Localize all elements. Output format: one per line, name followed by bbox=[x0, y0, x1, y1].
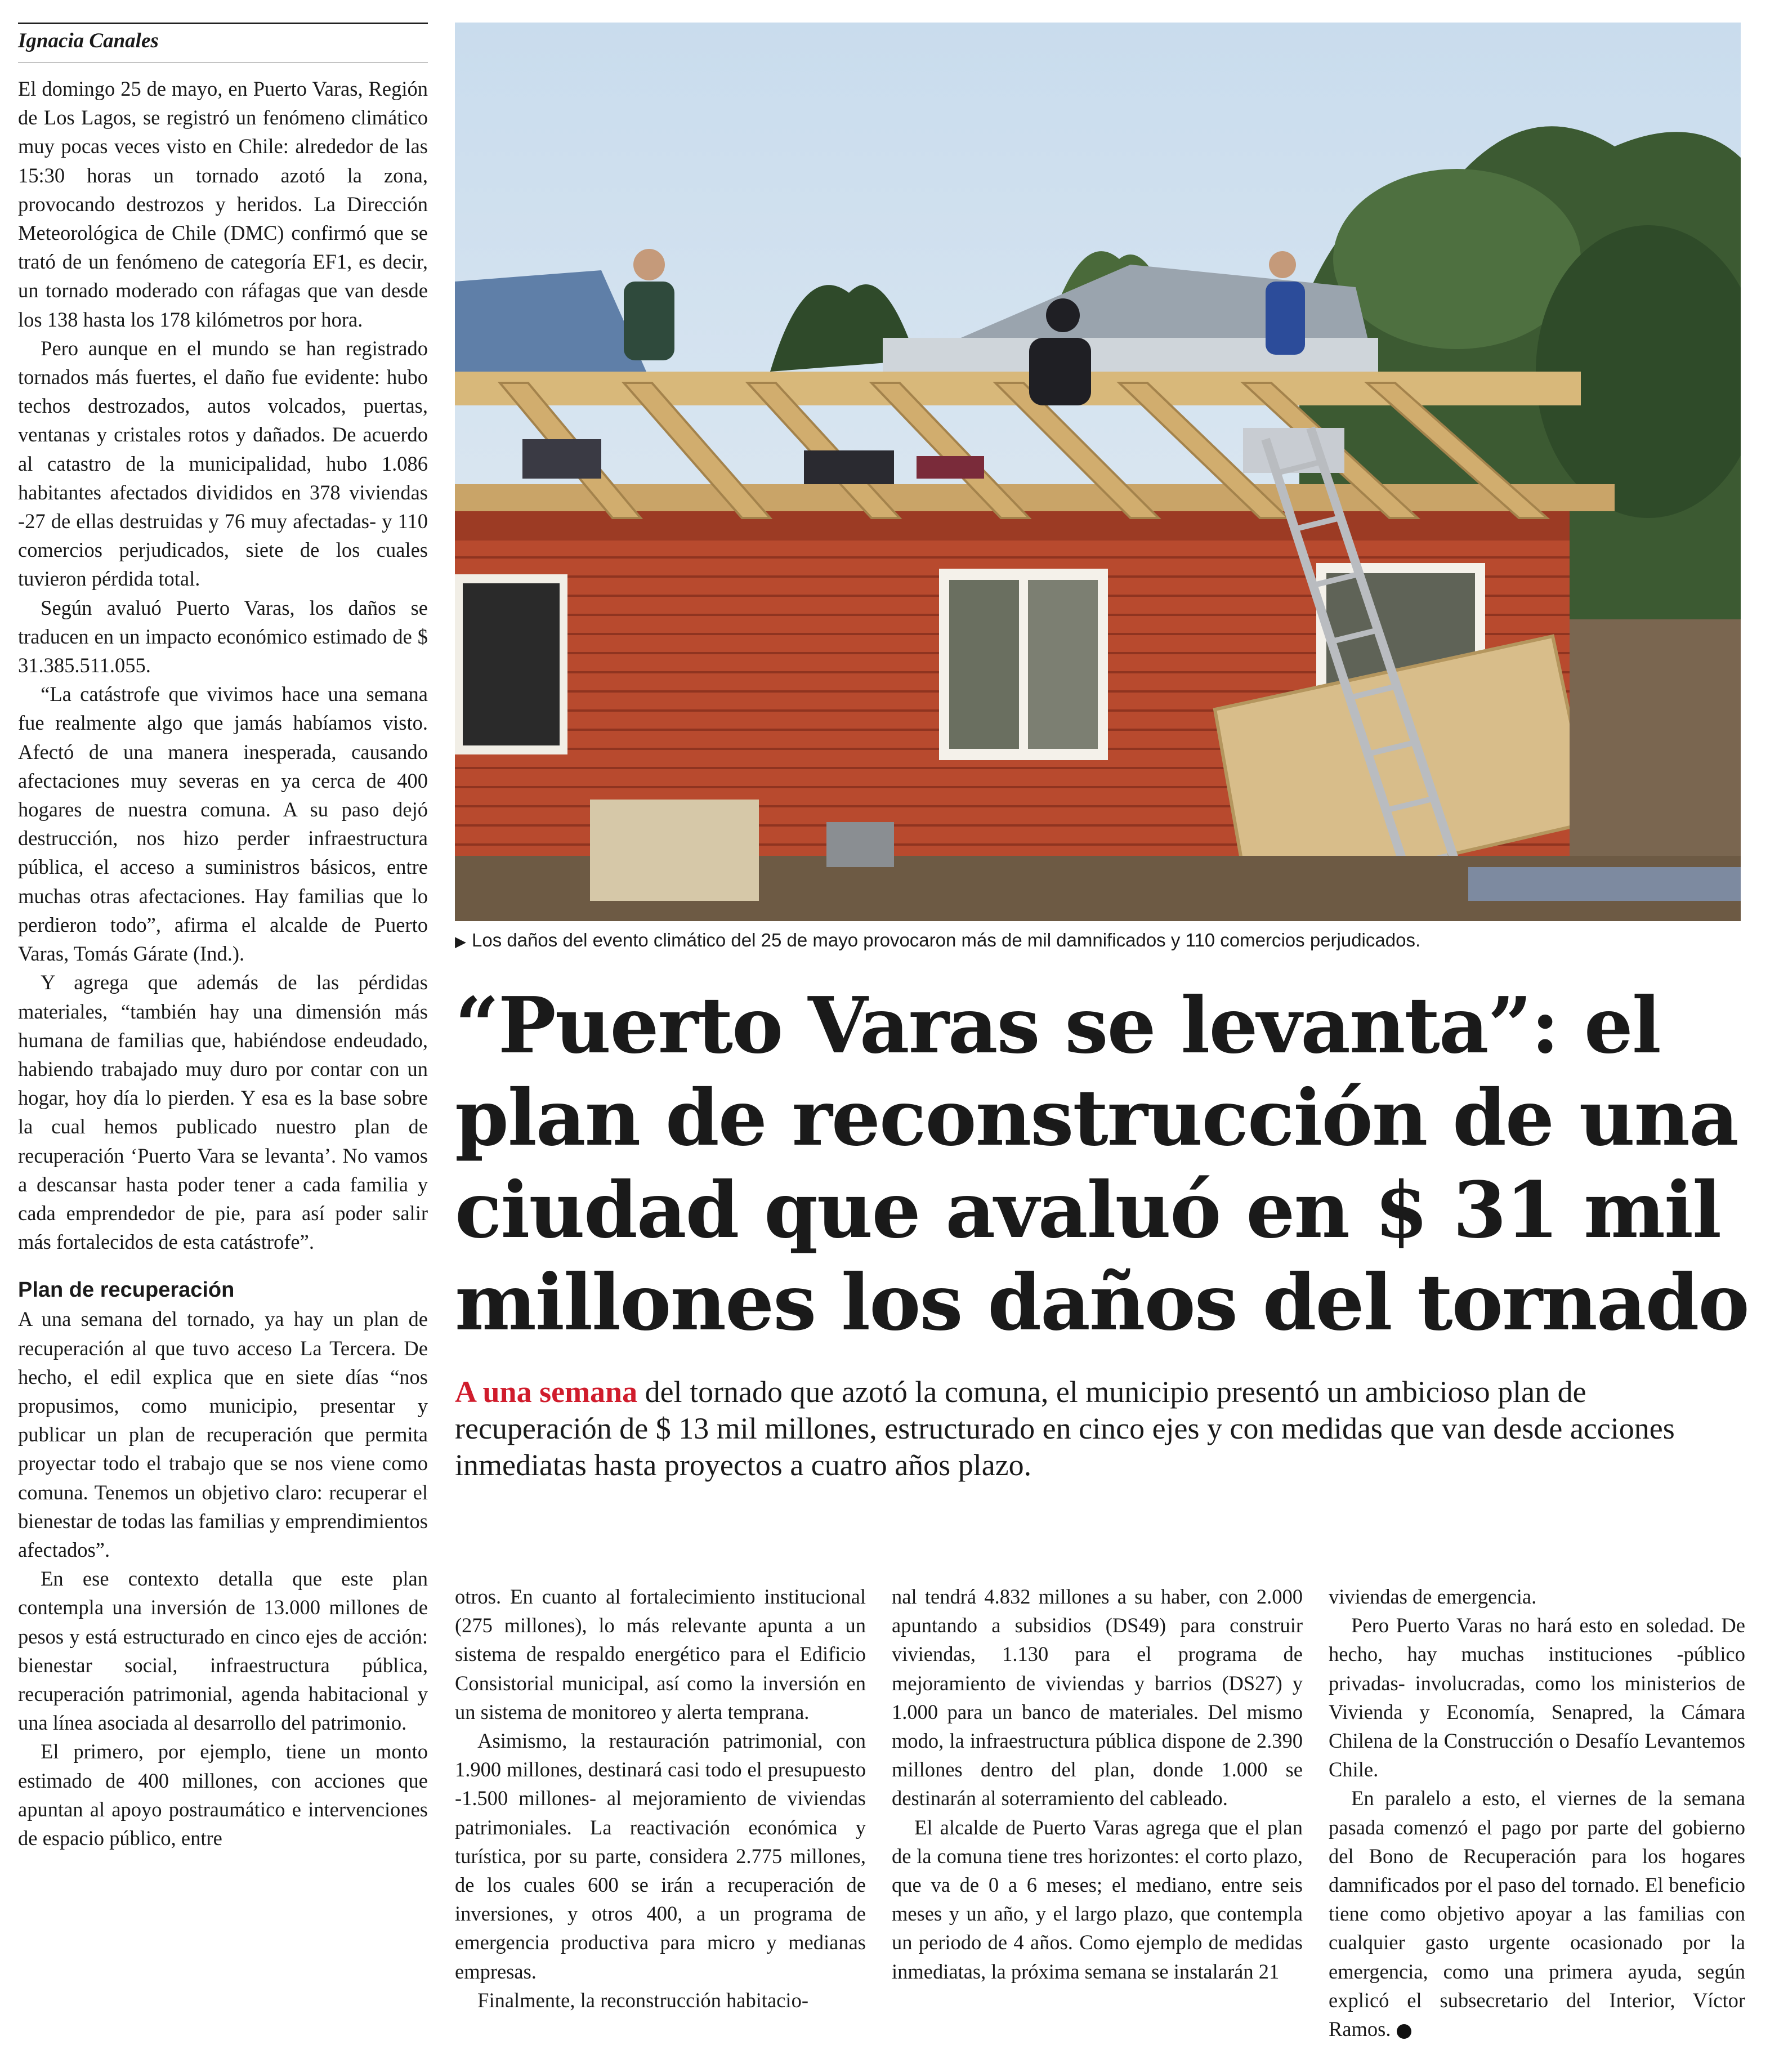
paragraph: El primero, por ejemplo, tiene un monto estimado de 400 millones, con acciones que apuntan al apoyo postraumático e intervenciones de espacio público, entre bbox=[18, 1740, 428, 1850]
paragraph: otros. En cuanto al fortalecimiento institucional (275 millones), lo más relevante apunta a un sistema de respaldo energético para el Edificio Consistorial municipal, así como la inversión en un sistema de monitoreo y alerta temprana. bbox=[455, 1585, 866, 1723]
article-column-3 bbox=[892, 1582, 1303, 1986]
damaged-house-illustration bbox=[455, 23, 1741, 921]
article-dek bbox=[455, 1374, 1710, 1484]
byline: Ignacia Canales bbox=[18, 29, 159, 52]
paragraph: “La catástrofe que vivimos hace una semana fue realmente algo que jamás habíamos visto. Afectó de una manera inesperada, causando afectaciones muy severas en ya cerca de 400 hogares de nuestra comuna. A su paso dejó destrucción, nos hizo perder infraestructura pública, el acceso a suministros básicos, entre muchas otras afectaciones. Hay familias que lo perdieron todo”, afirma el alcalde de Puerto Varas, Tomás Gárate (Ind.). bbox=[18, 682, 428, 966]
headline: “Puerto Varas se levanta”: el plan de reconstrucción de una ciudad que avaluó en $ 31 mil millones los daños del tornado bbox=[455, 980, 1749, 1348]
paragraph-text: En paralelo a esto, el viernes de la semana pasada comenzó el pago por parte del gobierno del Bono de Recuperación para los hogares damnificados por el paso del tornado. El beneficio tiene como objetivo apoyar a las familias con cualquier gasto urgente ocasionado por la emergencia, como una primera ayuda, según explicó el subsecretario del Interior, Víctor Ramos. bbox=[1329, 1787, 1745, 2041]
paragraph: Finalmente, la reconstrucción habitacio- bbox=[477, 1988, 808, 2012]
paragraph: Pero Puerto Varas no hará esto en soledad. De hecho, hay muchas instituciones -público privadas- involucradas, como los ministerios de Vivienda y Economía, Senapred, la Cámara Chilena de la Construcción o Desafío Levantemos Chile. bbox=[1329, 1614, 1745, 1781]
dek-lead: A una semana bbox=[455, 1375, 638, 1409]
article-photo bbox=[455, 23, 1741, 921]
paragraph: El domingo 25 de mayo, en Puerto Varas, Región de Los Lagos, se registró un fenómeno climático muy pocas veces visto en Chile: alrededor de las 15:30 horas un tornado azotó la zona, provocando destrozos y heridos. La Dirección Meteorológica de Chile (DMC) confirmó que se trató de un fenómeno de categoría EF1, es decir, un tornado moderado con ráfagas que van desde los 138 hasta los 178 kilómetros por hora. bbox=[18, 77, 428, 331]
paragraph: El alcalde de Puerto Varas agrega que el plan de la comuna tiene tres horizontes: el corto plazo, que va de 0 a 6 meses; el mediano, entre seis meses y un año, y el largo plazo, que contempla un periodo de 4 años. Como ejemplo de medidas inmediatas, la próxima semana se instalarán 21 bbox=[892, 1815, 1303, 1983]
paragraph: Según avaluó Puerto Varas, los daños se traducen en un impacto económico estimado de $ 31.385.511.055. bbox=[18, 596, 428, 677]
end-mark-icon bbox=[1397, 2024, 1411, 2039]
caption-text: Los daños del evento climático del 25 de mayo provocaron más de mil damnificados y 110 comercios perjudicados. bbox=[472, 930, 1421, 950]
dek-text: del tornado que azotó la comuna, el municipio presentó un ambicioso plan de recuperación de $ 13 mil millones, estructurado en cinco ejes y con medidas que van desde acciones inmediatas hasta proyectos a cuatro años plazo. bbox=[455, 1375, 1675, 1482]
paragraph: Pero aunque en el mundo se han registrado tornados más fuertes, el daño fue evidente: hubo techos destrozados, autos volcados, puertas, ventanas y cristales rotos y dañados. De acuerdo al catastro de la municipalidad, hubo 1.086 habitantes afectados divididos en 378 viviendas -27 de ellas destruidas y 76 muy afectadas- y 110 comercios perjudicados, siete de los cuales tuvieron pérdida total. bbox=[18, 336, 428, 591]
photo-caption bbox=[455, 928, 1750, 954]
article-column-1 bbox=[18, 74, 428, 1852]
paragraph: Asimismo, la restauración patrimonial, con 1.900 millones, destinará casi todo el presupuesto -1.500 millones- al mejoramiento de viviendas patrimoniales. La reactivación económica y turística, por su parte, considera 2.775 millones, de los cuales 600 se irán a recuperación de inversiones, y otros 400, a un programa de emergencia productiva para micro y medianas empresas. bbox=[455, 1729, 866, 1983]
article-column-4 bbox=[1329, 1582, 1745, 2043]
article-column-2 bbox=[455, 1582, 866, 2015]
paragraph: nal tendrá 4.832 millones a su haber, con 2.000 apuntando a subsidios (DS49) para construir viviendas, 1.130 para el programa de mejoramiento de viviendas y barrios (DS27) y 1.000 para un banco de materiales. Del mismo modo, la infraestructura pública dispone de 2.390 millones dentro del plan, donde 1.000 se destinarán al soterramiento del cableado. bbox=[892, 1585, 1303, 1810]
section-subhead: Plan de recuperación bbox=[18, 1278, 235, 1302]
paragraph: En ese contexto detalla que este plan contempla una inversión de 13.000 millones de pesos y está estructurado en cinco ejes de acción: bienestar social, infraestructura pública, recuperación patrimonial, agenda habitacional y una línea asociada al desarrollo del patrimonio. bbox=[18, 1567, 428, 1735]
paragraph bbox=[1329, 1784, 1745, 2043]
caption-triangle-icon: ▶ bbox=[455, 933, 466, 950]
paragraph: Y agrega que además de las pérdidas materiales, “también hay una dimensión más humana de familias que, habiéndose endeudado, habiendo trabajado muy duro por contar con un hogar, hoy día lo pierden. Y esa es la base sobre la cual hemos publicado nuestro plan de recuperación ‘Puerto Vara se levanta’. No vamos a descansar hasta poder tener a cada familia y cada emprendedor de pie, para así poder salir más fortalecidos de esta catástrofe”. bbox=[18, 971, 428, 1254]
byline-rule bbox=[18, 23, 428, 24]
paragraph: A una semana del tornado, ya hay un plan de recuperación al que tuvo acceso La Tercera. De hecho, el edil explica que en siete días “nos propusimos, como municipio, presentar y publicar un plan de recuperación que permita proyectar todo el trabajo que se nos viene como comuna. Tenemos un objetivo claro: recuperar el bienestar de todas las familias y emprendimientos afectados”. bbox=[18, 1307, 428, 1561]
paragraph: viviendas de emergencia. bbox=[1329, 1585, 1537, 1608]
